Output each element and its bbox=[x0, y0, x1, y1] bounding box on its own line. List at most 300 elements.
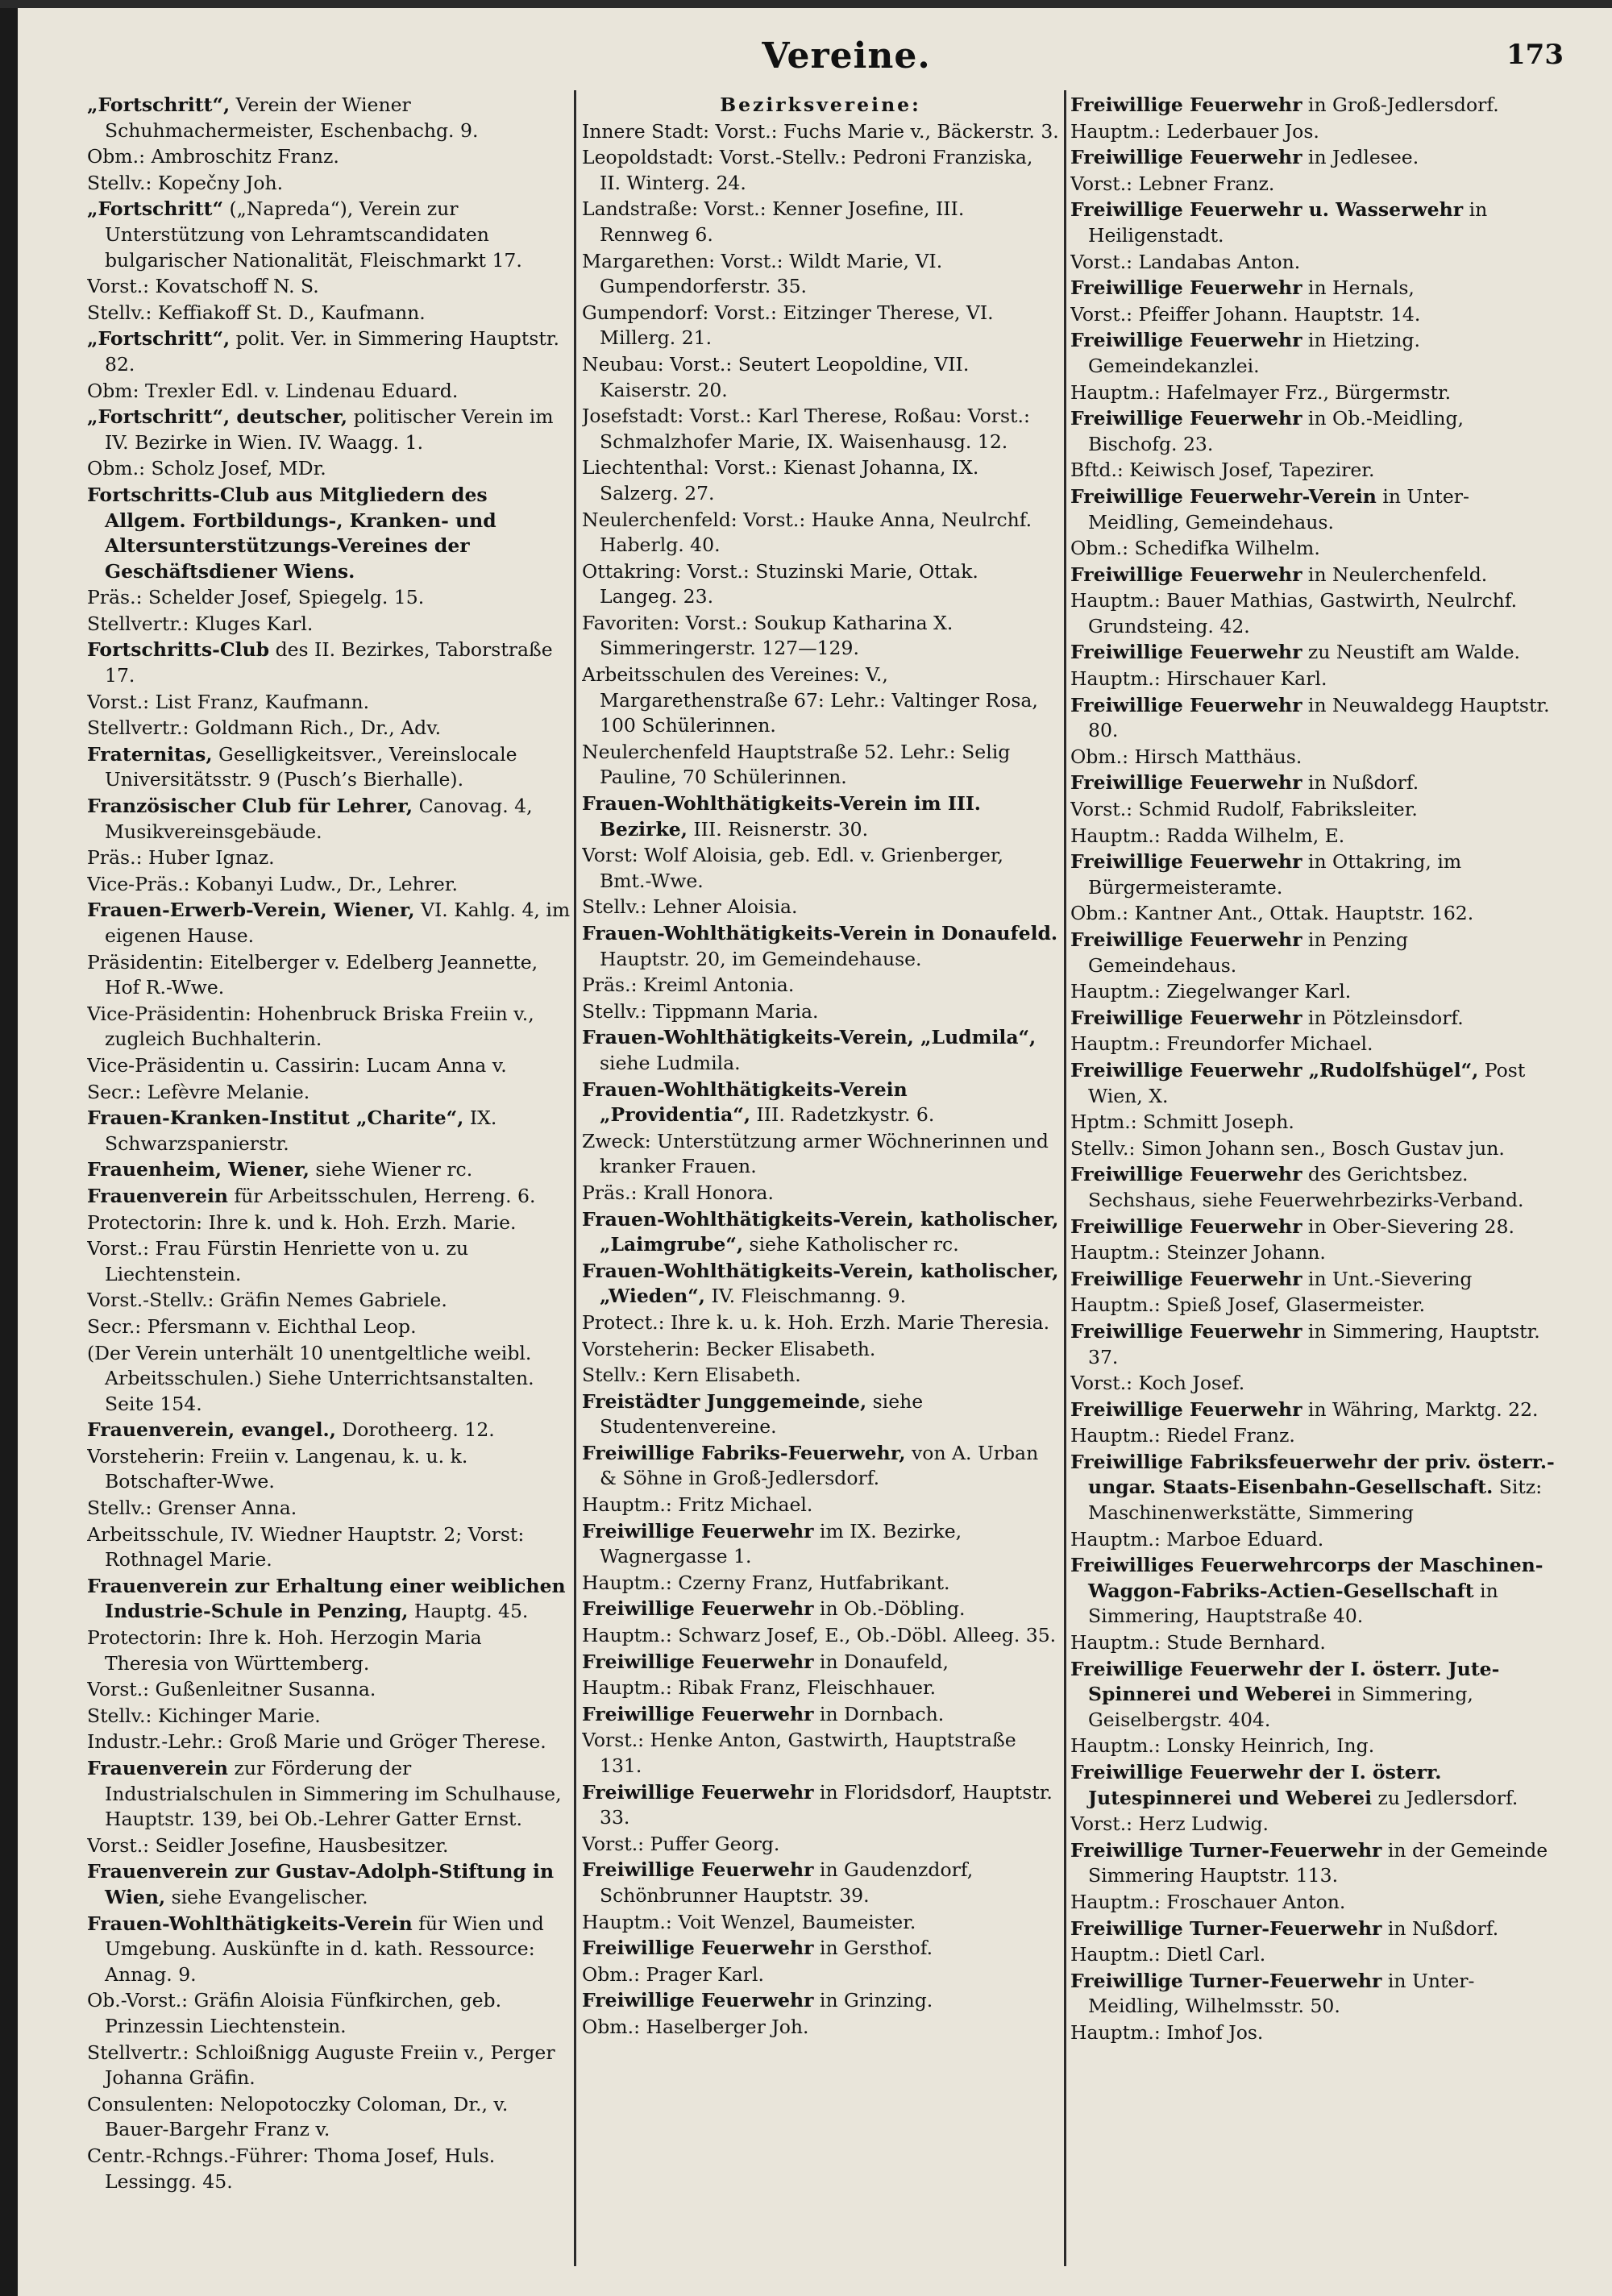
entry-text: in Hernals, bbox=[1302, 276, 1415, 300]
directory-detail bbox=[582, 404, 1059, 455]
directory-detail bbox=[582, 740, 1059, 791]
directory-detail bbox=[87, 1988, 571, 2039]
directory-detail bbox=[1070, 797, 1557, 823]
entry-text: Hauptg. 45. bbox=[408, 1600, 529, 1623]
directory-entry bbox=[1070, 1267, 1557, 1293]
entry-text: Arbeitsschulen des Vereines: V., Margarethenstraße 67: Lehr.: Valtinger Rosa, 100 Schülerinnen. bbox=[582, 663, 1038, 737]
entry-heading: Frauenheim, Wiener, bbox=[87, 1158, 310, 1181]
directory-detail bbox=[582, 1571, 1059, 1596]
directory-detail bbox=[87, 1288, 571, 1314]
entry-text: siehe Ludmila. bbox=[600, 1051, 741, 1074]
entry-text: (Der Verein unterhält 10 unentgeltliche weibl. Arbeitsschulen.) Siehe Unterrichtsanstalten. Seite 154. bbox=[87, 1341, 534, 1415]
entry-heading: Frauenverein, evangel., bbox=[87, 1418, 336, 1442]
entry-text: siehe Katholischer rc. bbox=[743, 1233, 959, 1256]
directory-detail bbox=[1070, 250, 1557, 276]
entry-heading: Freiwillige Turner-Feuerwehr bbox=[1070, 1916, 1382, 1940]
entry-text: für Arbeitsschulen, Herreng. 6. bbox=[227, 1184, 536, 1207]
entry-text: Consulenten: Nelopotoczky Coloman, Dr., v. Bauer-Bargehr Franz v. bbox=[87, 2092, 509, 2141]
entry-text: Vorst.: Landabas Anton. bbox=[1070, 250, 1301, 273]
directory-entry bbox=[87, 326, 571, 377]
entry-text: Zweck: Unterstützung armer Wöchnerinnen und kranker Frauen. bbox=[582, 1129, 1049, 1178]
entry-heading: Freiwillige Turner-Feuerwehr bbox=[1070, 1838, 1382, 1862]
entry-text: Leopoldstadt: Vorst.-Stellv.: Pedroni Franziska, II. Winterg. 24. bbox=[582, 146, 1033, 194]
entry-text: in Ober-Sievering 28. bbox=[1302, 1214, 1514, 1238]
directory-entry bbox=[582, 1780, 1059, 1831]
entry-text: Gumpendorf: Vorst.: Eitzinger Therese, VI. Millerg. 21. bbox=[582, 301, 994, 350]
entry-text: in Gaudenzdorf, Schönbrunner Hauptstr. 39. bbox=[600, 1858, 974, 1907]
directory-detail bbox=[87, 845, 571, 871]
directory-detail bbox=[87, 1341, 571, 1418]
entry-text: in Unter-Meidling, Gemeindehaus. bbox=[1088, 484, 1469, 534]
entry-text: zu Jedlersdorf. bbox=[1372, 1786, 1519, 1809]
entry-heading: Französischer Club für Lehrer, bbox=[87, 795, 413, 818]
entry-text: siehe Evangelischer. bbox=[165, 1885, 368, 1908]
entry-text: III. Reisnerstr. 30. bbox=[687, 817, 869, 841]
directory-detail bbox=[1070, 979, 1557, 1005]
entry-heading: Freiwillige Feuerwehr bbox=[1070, 1267, 1302, 1290]
directory-entry bbox=[582, 1858, 1059, 1908]
directory-entry bbox=[87, 1418, 571, 1443]
directory-entry bbox=[582, 1988, 1059, 2014]
entry-text: Obm.: Ambroschitz Franz. bbox=[87, 145, 339, 168]
entry-heading: Freiwillige Feuerwehr bbox=[1070, 641, 1302, 664]
directory-entry bbox=[1070, 1969, 1557, 2020]
entry-text: Protectorin: Ihre k. und k. Hoh. Erzh. Marie. bbox=[87, 1210, 517, 1234]
directory-entry bbox=[582, 1650, 1059, 1675]
directory-entry bbox=[1070, 1760, 1557, 1811]
entry-text: Präs.: Schelder Josef, Spiegelg. 15. bbox=[87, 586, 425, 609]
directory-entry bbox=[87, 1912, 571, 1988]
entry-text: Hauptm.: Froschauer Anton. bbox=[1070, 1890, 1346, 1913]
directory-entry bbox=[582, 1259, 1059, 1310]
directory-detail bbox=[582, 352, 1059, 403]
entry-text: Hauptm.: Lederbauer Jos. bbox=[1070, 119, 1319, 143]
entry-text: in Ob.-Meidling, Bischofg. 23. bbox=[1088, 407, 1464, 455]
entry-text: in Donaufeld, bbox=[813, 1650, 949, 1673]
directory-detail bbox=[87, 716, 571, 741]
entry-heading: Frauen-Kranken-Institut „Charite“, bbox=[87, 1106, 464, 1130]
directory-entry bbox=[582, 921, 1059, 972]
directory-entry bbox=[87, 637, 571, 688]
entry-text: Hauptm.: Freundorfer Michael. bbox=[1070, 1032, 1373, 1056]
directory-detail bbox=[1070, 1733, 1557, 1759]
directory-detail bbox=[582, 1310, 1059, 1336]
entry-heading: Freiwillige Feuerwehr bbox=[1070, 93, 1302, 116]
entry-text: in Simmering, Geiselbergstr. 404. bbox=[1088, 1683, 1473, 1731]
entry-heading: Freiwillige Feuerwehr bbox=[582, 1937, 814, 1960]
entry-heading: Freiwillige Feuerwehr bbox=[1070, 1397, 1302, 1421]
entry-text: in Dornbach. bbox=[813, 1702, 945, 1725]
entry-text: Obm.: Kantner Ant., Ottak. Hauptstr. 162. bbox=[1070, 902, 1474, 925]
page-header bbox=[0, 35, 1612, 84]
entry-text: Hauptm.: Ziegelwanger Karl. bbox=[1070, 980, 1352, 1003]
directory-detail bbox=[87, 301, 571, 326]
entry-text: Vorst.: Koch Josef. bbox=[1070, 1372, 1245, 1395]
entry-text: Post Wien, X. bbox=[1088, 1058, 1526, 1107]
entry-text: Hauptm.: Ribak Franz, Fleischhauer. bbox=[582, 1676, 937, 1700]
entry-text: Hauptm.: Imhof Jos. bbox=[1070, 2020, 1264, 2044]
directory-detail bbox=[582, 973, 1059, 999]
entry-heading: „Fortschritt“, bbox=[87, 93, 231, 116]
entry-text: Protectorin: Ihre k. Hoh. Herzogin Maria Theresia von Württemberg. bbox=[87, 1626, 482, 1675]
entry-text: Secr.: Pfersmann v. Eichthal Leop. bbox=[87, 1314, 417, 1338]
directory-entry bbox=[87, 742, 571, 793]
entry-heading: Frauen-Wohlthätigkeits-Verein bbox=[87, 1912, 413, 1935]
column-middle bbox=[582, 93, 1059, 2269]
entry-text: zur Förderung der Industrialschulen in Simmering im Schulhause, Hauptstr. 139, bei Ob.-Lehrer Gatter Ernst. bbox=[105, 1757, 562, 1831]
directory-entry bbox=[582, 1207, 1059, 1258]
entry-text: Josefstadt: Vorst.: Karl Therese, Roßau: Vorst.: Schmalzhofer Marie, IX. Waisenhausg. 12. bbox=[582, 405, 1030, 453]
directory-detail bbox=[1070, 1293, 1557, 1318]
directory-entry bbox=[87, 197, 571, 273]
entry-text: Vorsteherin: Becker Elisabeth. bbox=[582, 1337, 876, 1360]
entry-heading: Freiwillige Feuerwehr bbox=[1070, 928, 1302, 951]
directory-entry bbox=[1070, 328, 1557, 379]
entry-text: in Ob.-Döbling. bbox=[813, 1597, 966, 1621]
entry-text: Obm.: Prager Karl. bbox=[582, 1962, 764, 1986]
directory-entry bbox=[582, 1936, 1059, 1962]
entry-text: Favoriten: Vorst.: Soukup Katharina X. Simmeringerstr. 127—129. bbox=[582, 611, 953, 660]
directory-detail bbox=[1070, 1110, 1557, 1136]
directory-detail bbox=[1070, 1136, 1557, 1162]
directory-detail bbox=[582, 1832, 1059, 1858]
directory-detail bbox=[582, 843, 1059, 894]
directory-detail bbox=[1070, 1423, 1557, 1449]
entry-heading: Freiwillige Feuerwehr bbox=[1070, 407, 1302, 430]
entry-text: Hauptm.: Hafelmayer Frz., Bürgermstr. bbox=[1070, 380, 1452, 404]
entry-heading: Frauen-Wohlthätigkeits-Verein „Providentia“, bbox=[582, 1077, 908, 1127]
entry-heading: Freiwillige Feuerwehr bbox=[582, 1702, 814, 1725]
directory-detail bbox=[87, 1080, 571, 1106]
entry-heading: Freiwillige Feuerwehr bbox=[1070, 329, 1302, 352]
entry-text: in Heiligenstadt. bbox=[1088, 198, 1488, 247]
column-divider bbox=[574, 90, 576, 2266]
entry-text: Vorst.-Stellv.: Gräfin Nemes Gabriele. bbox=[87, 1289, 447, 1312]
directory-detail bbox=[582, 1181, 1059, 1206]
directory-detail bbox=[582, 508, 1059, 558]
directory-detail bbox=[1070, 172, 1557, 197]
scan-top-border bbox=[0, 0, 1612, 8]
directory-entry bbox=[582, 1519, 1059, 1570]
directory-detail bbox=[87, 1625, 571, 1676]
directory-entry bbox=[1070, 276, 1557, 301]
directory-detail bbox=[582, 93, 1059, 118]
directory-entry bbox=[1070, 1450, 1557, 1526]
entry-text: Margarethen: Vorst.: Wildt Marie, VI. Gumpendorferstr. 35. bbox=[582, 249, 943, 298]
entry-heading: Freiwillige Fabriks-Feuerwehr, bbox=[582, 1441, 906, 1464]
directory-detail bbox=[1070, 302, 1557, 328]
directory-entry bbox=[582, 1441, 1059, 1492]
directory-detail bbox=[1070, 1812, 1557, 1837]
entry-text: Obm: Trexler Edl. v. Lindenau Eduard. bbox=[87, 379, 459, 402]
entry-text: Hauptm.: Marboe Eduard. bbox=[1070, 1527, 1324, 1551]
directory-detail bbox=[87, 690, 571, 716]
entry-text: Hauptm.: Riedel Franz. bbox=[1070, 1424, 1295, 1447]
directory-detail bbox=[87, 1444, 571, 1495]
entry-heading: Freiwillige Feuerwehr bbox=[582, 1780, 814, 1804]
directory-entry bbox=[1070, 197, 1557, 248]
entry-heading: Frauen-Wohlthätigkeits-Verein, katholischer, „Laimgrube“, bbox=[582, 1207, 1059, 1256]
directory-entry bbox=[1070, 1058, 1557, 1109]
entry-text: des Gerichtsbez. Sechshaus, siehe Feuerwehrbezirks-Verband. bbox=[1088, 1163, 1524, 1211]
entry-text: Secr.: Lefèvre Melanie. bbox=[87, 1080, 310, 1103]
directory-detail bbox=[87, 2144, 571, 2194]
entry-text: für Wien und Umgebung. Auskünfte in d. kath. Ressource: Annag. 9. bbox=[105, 1912, 544, 1986]
directory-entry bbox=[582, 791, 1059, 842]
entry-text: Obm.: Schedifka Wilhelm. bbox=[1070, 537, 1320, 560]
directory-entry bbox=[87, 1756, 571, 1833]
entry-text: Stellv.: Keffiakoff St. D., Kaufmann. bbox=[87, 301, 426, 324]
directory-detail bbox=[1070, 2020, 1557, 2046]
entry-heading: Freiwillige Feuerwehr bbox=[1070, 771, 1302, 795]
entry-heading: Freiwillige Feuerwehr bbox=[1070, 146, 1302, 169]
directory-detail bbox=[87, 2041, 571, 2091]
directory-entry bbox=[87, 1859, 571, 1910]
entry-heading: Freiwillige Feuerwehr bbox=[1070, 693, 1302, 716]
directory-entry bbox=[87, 1574, 571, 1625]
directory-detail bbox=[1070, 1032, 1557, 1057]
entry-text: Obm.: Scholz Josef, MDr. bbox=[87, 457, 326, 480]
entry-text: Präs.: Huber Ignaz. bbox=[87, 846, 275, 870]
directory-entry bbox=[87, 405, 571, 455]
directory-detail bbox=[582, 145, 1059, 196]
entry-text: in Währing, Marktg. 22. bbox=[1302, 1397, 1539, 1421]
directory-detail bbox=[1070, 666, 1557, 692]
entry-heading: Freiwillige Feuerwehr bbox=[1070, 276, 1302, 300]
entry-heading: Freiwillige Feuerwehr-Verein bbox=[1070, 484, 1377, 508]
directory-detail bbox=[87, 585, 571, 611]
entry-text: Vorst.: Schmid Rudolf, Fabriksleiter. bbox=[1070, 798, 1418, 821]
directory-detail bbox=[582, 2015, 1059, 2041]
entry-text: Neubau: Vorst.: Seutert Leopoldine, VII. Kaiserstr. 20. bbox=[582, 352, 970, 401]
entry-text: Stellv.: Tippmann Maria. bbox=[582, 999, 819, 1023]
entry-heading: Frauenverein bbox=[87, 1757, 228, 1779]
directory-detail bbox=[1070, 458, 1557, 484]
entry-text: Ottakring: Vorst.: Stuzinski Marie, Ottak. Langeg. 23. bbox=[582, 559, 978, 608]
entry-text: Obm.: Hirsch Matthäus. bbox=[1070, 745, 1302, 768]
entry-text: in Unt.-Sievering bbox=[1302, 1267, 1473, 1290]
directory-detail bbox=[87, 872, 571, 898]
directory-detail bbox=[582, 1728, 1059, 1779]
entry-heading: Freiwillige Feuerwehr bbox=[1070, 1163, 1302, 1186]
entry-text: Vorst.: Puffer Georg. bbox=[582, 1832, 780, 1855]
entry-text: in Groß-Jedlersdorf. bbox=[1302, 93, 1499, 116]
directory-detail bbox=[1070, 119, 1557, 145]
entry-heading: Frauenverein zur Gustav-Adolph-Stiftung in Wien, bbox=[87, 1860, 555, 1908]
entry-text: Hauptm.: Lonsky Heinrich, Ing. bbox=[1070, 1734, 1375, 1758]
entry-text: Stellv.: Lehner Aloisia. bbox=[582, 895, 798, 919]
entry-text: zu Neustift am Walde. bbox=[1302, 641, 1520, 664]
entry-text: siehe Wiener rc. bbox=[309, 1158, 473, 1181]
entry-text: in Floridsdorf, Hauptstr. 33. bbox=[600, 1780, 1053, 1829]
entry-text: in Nußdorf. bbox=[1381, 1916, 1499, 1940]
directory-detail bbox=[582, 119, 1059, 145]
directory-entry bbox=[1070, 563, 1557, 588]
directory-detail bbox=[1070, 1630, 1557, 1656]
directory-entry bbox=[1070, 406, 1557, 457]
directory-detail bbox=[582, 1363, 1059, 1389]
entry-text: Hauptstr. 20, im Gemeindehause. bbox=[600, 947, 922, 970]
entry-text: Stellvertr.: Goldmann Rich., Dr., Adv. bbox=[87, 716, 442, 740]
entry-text: im IX. Bezirke, Wagnergasse 1. bbox=[600, 1519, 962, 1568]
entry-heading: Frauen-Erwerb-Verein, Wiener, bbox=[87, 899, 415, 922]
entry-text: in Jedlesee. bbox=[1302, 146, 1419, 169]
directory-entry bbox=[1070, 640, 1557, 666]
entry-text: Canovag. 4, Musikvereinsgebäude. bbox=[105, 795, 533, 843]
entry-text: VI. Kahlg. 4, im eigenen Hause. bbox=[105, 899, 571, 947]
directory-entry bbox=[1070, 1214, 1557, 1240]
entry-heading: Fortschritts-Club aus Mitgliedern des Allgem. Fortbildungs-, Kranken- und Altersunterstützungs-Vereines der Geschäftsdiener Wiens. bbox=[87, 483, 496, 583]
directory-entry bbox=[87, 483, 571, 584]
directory-entry bbox=[1070, 1397, 1557, 1423]
entry-text: IV. Fleischmanng. 9. bbox=[704, 1285, 907, 1308]
directory-detail bbox=[1070, 1371, 1557, 1397]
entry-heading: Freiwillige Feuerwehr der I. österr. Jute-Spinnerei und Weberei bbox=[1070, 1657, 1500, 1706]
directory-detail bbox=[1070, 1527, 1557, 1553]
directory-detail bbox=[87, 274, 571, 300]
directory-entry bbox=[1070, 1006, 1557, 1032]
entry-text: Vorst.: List Franz, Kaufmann. bbox=[87, 690, 370, 713]
entry-heading: Freiwillige Fabriksfeuerwehr der priv. österr.-ungar. Staats-Eisenbahn-Gesellschaft. bbox=[1070, 1450, 1555, 1499]
entry-heading: Frauen-Wohlthätigkeits-Verein, katholischer, „Wieden“, bbox=[582, 1259, 1059, 1308]
entry-text: Innere Stadt: Vorst.: Fuchs Marie v., Bäckerstr. 3. bbox=[582, 119, 1059, 143]
entry-heading: Freistädter Junggemeinde, bbox=[582, 1389, 867, 1413]
entry-heading: Freiwillige Feuerwehr bbox=[1070, 1214, 1302, 1238]
entry-text: in Ottakring, im Bürgermeisteramte. bbox=[1088, 850, 1462, 899]
directory-detail bbox=[1070, 1942, 1557, 1968]
directory-detail bbox=[87, 1522, 571, 1573]
entry-text: Vorst.: Frau Fürstin Henriette von u. zu Liechtenstein. bbox=[87, 1237, 469, 1285]
entry-heading: Freiwillige Feuerwehr bbox=[582, 1597, 814, 1621]
directory-detail bbox=[582, 1910, 1059, 1936]
entry-text: Hauptm.: Czerny Franz, Hutfabrikant. bbox=[582, 1571, 950, 1594]
directory-entry bbox=[1070, 693, 1557, 744]
directory-detail bbox=[582, 301, 1059, 351]
directory-detail bbox=[582, 1129, 1059, 1180]
entry-text: Stellv.: Kopečny Joh. bbox=[87, 171, 284, 194]
entry-text: Hauptm.: Hirschauer Karl. bbox=[1070, 667, 1327, 691]
directory-entry bbox=[1070, 93, 1557, 118]
entry-heading: Freiwillige Feuerwehr bbox=[1070, 1319, 1302, 1343]
directory-detail bbox=[1070, 745, 1557, 770]
directory-entry bbox=[87, 1106, 571, 1156]
directory-entry bbox=[1070, 484, 1557, 535]
entry-text: von A. Urban & Söhne in Groß-Jedlersdorf. bbox=[600, 1441, 1039, 1490]
entry-text: Vorst.: Pfeiffer Johann. Hauptstr. 14. bbox=[1070, 302, 1421, 326]
entry-heading: Frauen-Wohlthätigkeits-Verein in Donaufeld. bbox=[582, 922, 1058, 945]
column-left bbox=[87, 93, 571, 2269]
directory-detail bbox=[1070, 536, 1557, 562]
directory-detail bbox=[582, 1493, 1059, 1518]
entry-text: in Simmering, Hauptstraße 40. bbox=[1088, 1579, 1498, 1628]
directory-entry bbox=[1070, 1657, 1557, 1733]
directory-entry bbox=[582, 1025, 1059, 1076]
entry-text: Hptm.: Schmitt Joseph. bbox=[1070, 1111, 1294, 1134]
entry-text: polit. Ver. in Simmering Hauptstr. 82. bbox=[105, 327, 559, 376]
page-number: 173 bbox=[1506, 39, 1564, 71]
directory-detail bbox=[1070, 1890, 1557, 1916]
directory-detail bbox=[87, 456, 571, 482]
entry-heading: Freiwillige Feuerwehr bbox=[582, 1989, 814, 2012]
directory-entry bbox=[1070, 928, 1557, 978]
directory-detail bbox=[1070, 380, 1557, 406]
entry-text: Arbeitsschule, IV. Wiedner Hauptstr. 2; Vorst: Rothnagel Marie. bbox=[87, 1522, 525, 1571]
entry-text: in Neulerchenfeld. bbox=[1302, 563, 1488, 586]
entry-text: Bftd.: Keiwisch Josef, Tapezirer. bbox=[1070, 459, 1375, 482]
entry-text: Vice-Präs.: Kobanyi Ludw., Dr., Lehrer. bbox=[87, 872, 458, 895]
directory-detail bbox=[87, 1496, 571, 1522]
entry-heading: Frauen-Wohlthätigkeits-Verein im III. Bezirke, bbox=[582, 792, 981, 841]
directory-detail bbox=[582, 999, 1059, 1025]
entry-text: Stellvertr.: Kluges Karl. bbox=[87, 612, 314, 635]
directory-detail bbox=[582, 611, 1059, 662]
entry-text: Vice-Präsidentin u. Cassirin: Lucam Anna v. bbox=[87, 1053, 507, 1077]
entry-text: Stellv.: Kern Elisabeth. bbox=[582, 1364, 801, 1387]
directory-detail bbox=[87, 1002, 571, 1053]
entry-text: IX. Schwarzspanierstr. bbox=[105, 1106, 497, 1155]
entry-text: in der Gemeinde Simmering Hauptstr. 113. bbox=[1088, 1838, 1548, 1887]
entry-heading: Freiwillige Feuerwehr bbox=[1070, 1006, 1302, 1029]
entry-text: Geselligkeitsver., Vereinslocale Universitätsstr. 9 (Pusch’s Bierhalle). bbox=[105, 742, 517, 791]
entry-text: Sitz: Maschinenwerkstätte, Simmering bbox=[1088, 1476, 1543, 1525]
directory-detail bbox=[87, 612, 571, 637]
entry-text: Hauptm.: Radda Wilhelm, E. bbox=[1070, 824, 1345, 847]
entry-text: Protect.: Ihre k. u. k. Hoh. Erzh. Marie Theresia. bbox=[582, 1310, 1050, 1334]
entry-text: in Simmering, Hauptstr. 37. bbox=[1088, 1319, 1540, 1368]
directory-detail bbox=[87, 1833, 571, 1859]
entry-heading: Freiwillige Feuerwehr bbox=[1070, 563, 1302, 586]
directory-detail bbox=[582, 455, 1059, 506]
entry-heading: Fortschritts-Club bbox=[87, 638, 270, 662]
entry-text: in Nußdorf. bbox=[1302, 771, 1419, 795]
directory-entry bbox=[1070, 1162, 1557, 1213]
entry-text: Obm.: Haselberger Joh. bbox=[582, 2015, 809, 2038]
entry-text: in Pötzleinsdorf. bbox=[1302, 1006, 1464, 1029]
directory-detail bbox=[582, 559, 1059, 610]
entry-heading: Freiwillige Feuerwehr bbox=[582, 1858, 814, 1882]
entry-heading: Freiwillige Feuerwehr der I. österr. Jutespinnerei und Weberei bbox=[1070, 1761, 1442, 1809]
entry-text: Vorst.: Herz Ludwig. bbox=[1070, 1812, 1269, 1836]
entry-text: Stellv.: Simon Johann sen., Bosch Gustav jun. bbox=[1070, 1136, 1505, 1160]
entry-text: Präs.: Krall Honora. bbox=[582, 1181, 774, 1204]
directory-detail bbox=[582, 1623, 1059, 1649]
directory-detail bbox=[87, 171, 571, 197]
directory-detail bbox=[582, 895, 1059, 920]
directory-entry bbox=[1070, 1916, 1557, 1942]
page-title: Vereine. bbox=[762, 35, 931, 77]
entry-heading: Freiwillige Feuerwehr bbox=[582, 1519, 814, 1542]
entry-text: des II. Bezirkes, Taborstraße 17. bbox=[105, 638, 553, 687]
entry-text: Neulerchenfeld: Vorst.: Hauke Anna, Neulrchf. Haberlg. 40. bbox=[582, 508, 1032, 557]
entry-text: Präs.: Kreiml Antonia. bbox=[582, 974, 795, 997]
entry-text: in Gersthof. bbox=[813, 1937, 933, 1960]
entry-heading: Freiwillige Turner-Feuerwehr bbox=[1070, 1969, 1382, 1992]
entry-text: Hauptm.: Bauer Mathias, Gastwirth, Neulrchf. Grundsteing. 42. bbox=[1070, 589, 1518, 637]
entry-text: Vorst: Wolf Aloisia, geb. Edl. v. Grienberger, Bmt.-Wwe. bbox=[582, 844, 1003, 892]
directory-entry bbox=[1070, 849, 1557, 900]
directory-detail bbox=[582, 249, 1059, 300]
entry-heading: Frauen-Wohlthätigkeits-Verein, „Ludmila“, bbox=[582, 1026, 1037, 1049]
entry-text: Stellv.: Grenser Anna. bbox=[87, 1497, 297, 1520]
entry-text: Präsidentin: Eitelberger v. Edelberg Jeannette, Hof R.-Wwe. bbox=[87, 950, 538, 999]
directory-detail bbox=[87, 1677, 571, 1703]
directory-detail bbox=[582, 1675, 1059, 1701]
entry-text: III. Radetzkystr. 6. bbox=[750, 1103, 935, 1127]
entry-text: Bezirksvereine: bbox=[720, 93, 921, 116]
directory-detail bbox=[582, 662, 1059, 739]
entry-heading: Freiwilliges Feuerwehrcorps der Maschinen-Waggon-Fabriks-Actien-Gesellschaft bbox=[1070, 1554, 1543, 1602]
directory-detail bbox=[87, 1729, 571, 1755]
